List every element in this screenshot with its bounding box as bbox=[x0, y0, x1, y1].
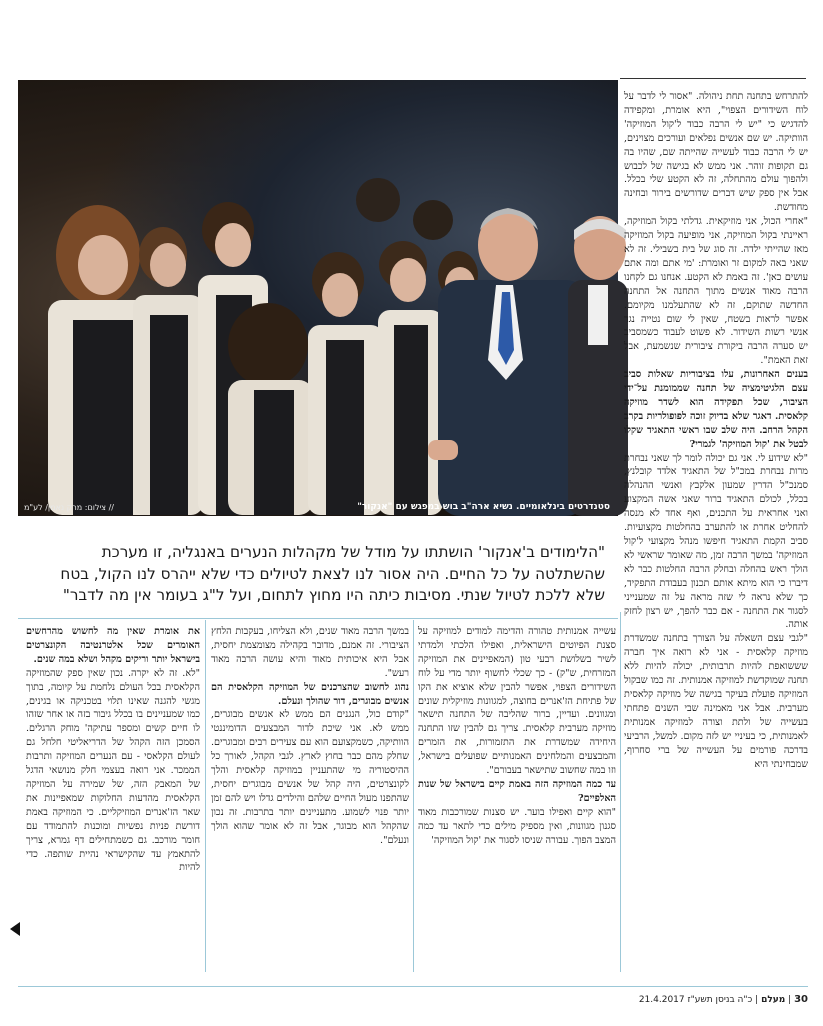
hebrew-date: כ"ה בניסן תשע"ז bbox=[687, 995, 753, 1005]
interview-question: את אומרת שאין מה לחשוש מהרחשים האומרים שכל אלטרנטיבה הקונצרטים בישראל יותר וריקים מקהל ושלא במה שנים. bbox=[26, 626, 200, 665]
interview-question: בענים האחרונות, עלו בציבוריות שאלות סביב עצם הלגיטימציה של תחנה שממומנת על־ידי הציבור, שכל תפקידה הוא לשדר מוזיקה קלאסית. דאגר שלא בדיוק זוכה לפופולריות בקרב הקהל הרחב. היה שלב שבו ראשי התאגיד שקלו לבטל את 'קול המוזיקה' לגמרי? bbox=[624, 369, 808, 450]
interview-question: נהוג לחשוב שהצרכנים של המוזיקה הקלאסית הם אנשים מבוגרים, דור שהולך ונעלם. bbox=[211, 681, 409, 707]
article-column-1 bbox=[418, 625, 616, 970]
paragraph: "אחרי הכול, אני מוזיקאית. גדלתי בקול המוזיקה, ראיינתי בקול המוזיקה, אני מופיעה בקול המוזיקה מאז שהייתי ילדה. זה סוג של בית בשבילי. זה לא שאני באה למקום זר ואומרת: 'מי אתם ומה אתם עושים כאן'. זה באמת לא הקטע. אנחנו גם לקחנו הרבה מאוד אנשים מתוך התחנה אל התחנה החדשה שתוקם, זה לא שהתעלמנו מקיומם. אפשר לראות בשטח, שאין לי שום נטייה נגד אנשי רשות השידור. לא פשוט לעבוד כשמסביב יש סערה הרבה ביקורת ציבורית שנשמעת, אבל זאת האמת". bbox=[624, 216, 808, 367]
paragraph: "לא. זה לא יקרה. נכון שאין ספק שהמוזיקה הקלאסית בכל העולם נלחמת על קיומה, בתוך מגשי להגנה שאינו תלוי בטכניקה או בגינים, כמו שמעניינים בו בכלל גיבור בזה או אחר שזהו לו חיים קשים ומספר עתיקה' מוחק הרגלים. הסמכן הזה הקהל של הדריאליטי חלחל גם לעולם הקלאסי - עם הנערים המוזיקה ותרבות הממכר. אני רואה בעצמי חלק מנושאי הדגל של המאבק הזה, של שמירה על המוזיקה הקלאסית מהדעות החלוקות שמאפיינות את שאר הז'אנרים המוזיקליים. כי המוזיקה באמת דורשת פניות נפשיות ומוכנות להתמודד עם חומר מורכב. גם כשמתחילים דף גמרא, צריך להתאמץ עד שהקישראי נהיית שותפה. כדי להיות bbox=[26, 667, 200, 874]
column-divider bbox=[413, 620, 414, 972]
older-man-figure bbox=[568, 216, 628, 516]
footer-rule bbox=[18, 986, 808, 987]
paragraph: במשך הרבה מאוד שנים, ולא הצליחו, בעקבות הלחץ הציבורי. זה אמנם, מדובר בקהילה מצומצמת יחסית, אבל היא איכותית מאוד והיא עושה הרבה מאוד רעש". bbox=[211, 626, 409, 679]
paragraph: "הוא קיים ואפילו בוער. יש סצנות שמורכבות מאוד סגנון מגוונות, ואין מספיק מילים כדי לתאר עד כמה המצב הפוך. עבורה שניסו לסגור את 'קול המוזיקה' bbox=[418, 806, 616, 846]
choir-girls bbox=[48, 202, 478, 515]
paragraph: "לא שידוע לי. אני גם יכולה לומר לך שאני נבחרת מרות נבחרת במכ"ל של התאגיד אלדד קובלנץ, סמנכ"ל הדרין שמעון אלקבץ ואנשי ההנהלה בכלל, לכולם התאגיד ברור שאני אשה המקצוע ואני אחראית על התכנים, ואף אחד לא מנסה להחליט אחרת או להתערב בהחלטות מקצועיות. סביב הקמת התאגיד חיפשו מנהל מקצועי ל'קול המוזיקה' במשך הרבה זמן, מה שאומר שראשי לא הולך ראש בהחלה ובחלק הרבה החלטות כבר לא דיברו כי הוא מיתא אותם תכנון בעבודת התפקיד, כך שלא נראה לי שזה מראה על זה שמענייני לסגור את התחנה - אם כבר להפך, יש רצון לחזק אותה. bbox=[624, 452, 808, 631]
news-photo bbox=[18, 80, 618, 516]
column-divider bbox=[205, 620, 206, 972]
page-footer: 30 | מעלם | כ"ה בניסן תשע"ז 21.4.2017 bbox=[638, 994, 808, 1005]
continue-arrow-icon bbox=[10, 922, 20, 936]
photo-caption: סטנדרטים בינלאומיים. נשיא ארה"ב בוש במפגש עם "אנקור" bbox=[357, 502, 610, 512]
article-column-top bbox=[624, 90, 808, 770]
top-rule bbox=[620, 78, 806, 79]
photo-illustration bbox=[18, 80, 618, 516]
paragraph: להתרחש בתחנה תחת ניהולה. "אסור לי לדבר על לוח השידורים הצפוי", היא אומרת, ומקפידה להדגיש כי "יש לי הרבה כבוד ל'קול המוזיקה' הוותיקה. יש שם אנשים נפלאים ועורכים מצוינים, יש לי הרבה כבוד לעשייה שהייתה שם, שהיו בה גם תקופות זוהר. אני ממש לא בגישה של לכבוש ולהפוך עולם מהתחלה, זה לא הקטע שלי בכלל. אבל אין ספק שיש דברים שדורשים בירור ובחינה מחודשת. bbox=[624, 91, 808, 214]
paragraph: "קודם כול, הנגנים הם ממש לא אנשים מבוגרים, ממש לא. אני שיכת לדור המבצעים הדומיננטי הוותיקה, כשמקצועם הוא עם צעירים רבים ומבוגרים. שחלק מהם כבר בחוץ לארץ. לגבי הקהל, לאורך כל ההיסטוריה מי שהתעניין במוזיקה קלאסית והלך לקונצרטים, היה קהל של אנשים מבוגרים יחסית, שהתפנו מעול החיים שלהם והילדים גדלו ויש להם זמן יותר פנוי לשמוע. מתעניינים יותר בתרבות. זה נכון שהקהל הוא מבוגר, אבל זה לא אומר שהוא הולך ונעלם". bbox=[211, 709, 409, 846]
page-number: 30 bbox=[794, 994, 808, 1005]
magazine-name: מעלם bbox=[761, 995, 786, 1005]
article-column-3 bbox=[26, 625, 200, 970]
interview-question: עד כמה המוזיקה הזה באמת קיים בישראל של שנות האלפיים? bbox=[418, 778, 616, 804]
paragraph: "לגבי עצם השאלה על הצורך בתחנה שמשדרת מוזיקה קלאסית - אני לא רואה איך חברה שששואפת להיות תרבותית, יכולה להיות ללא תחנה שמוקדשת למוזיקה אמנותית. זה כמו שבקול המוזיקה פועלת בעיקר בגישה של מוזיקה קלאסית מערבית. אבל אני מאמינה שבי השנים פתחתי בעשייה של ולתת וצורה למוזיקה אמנותית לאמנותית, כי בעיניי יש לזה מקום. למשל, הרביעי בדרכה פורמים על העשייה של ברי סחרוף, שמבחינתי היא bbox=[624, 633, 808, 770]
paragraph: עשייה אמנותית טהורה והדימה למודים למוזיקה על סצנת הפיוטים הישראלית, ואפילו הלכתי ולמדתי לשיר בשלושת רבעי טון (המאפיינים את המוזיקה המזרחית, ש"ק) - כך שכלי לחשוף יותר מדי על לוח השידורים הצפוי, אפשר להבין שלא אוציא את הקו של פתיחת הז'אנרים בחוצה, למגוונות מוזיקלית שונים ומגוונים. ועדיין, ברור שהליבה של התחנה תישאר מוזיקה מערבית קלאסית. צריך גם להבין שזו התחנה היחידה שמשדרת את התזמורות, את הזמרים והמבצעים והמלחינים האמנותיים שפועלים בישראל, וזו במה שחשוב שתישאר בעבורם". bbox=[418, 626, 616, 777]
issue-date: 21.4.2017 bbox=[638, 995, 685, 1005]
pull-quote: "הלימודים ב'אנקור' הושתתו על מודל של מקהלות הנערים באנגליה, זו מערכת שהשתלטה על כל החיים. היה אסור לנו לצאת לטיולים כדי שלא ייהרס לנו הקול, בטח שלא ללכת לטיול שנתי. מסיבות כיתה היו מחוץ לתחום, ועל ל"ג בעומר אין מה לדבר" bbox=[60, 543, 605, 604]
photo-credit: צילום: מרק נאמן/ לע"מ // bbox=[24, 503, 114, 512]
column-divider bbox=[620, 612, 621, 972]
article-column-2 bbox=[211, 625, 409, 970]
divider bbox=[18, 618, 618, 619]
